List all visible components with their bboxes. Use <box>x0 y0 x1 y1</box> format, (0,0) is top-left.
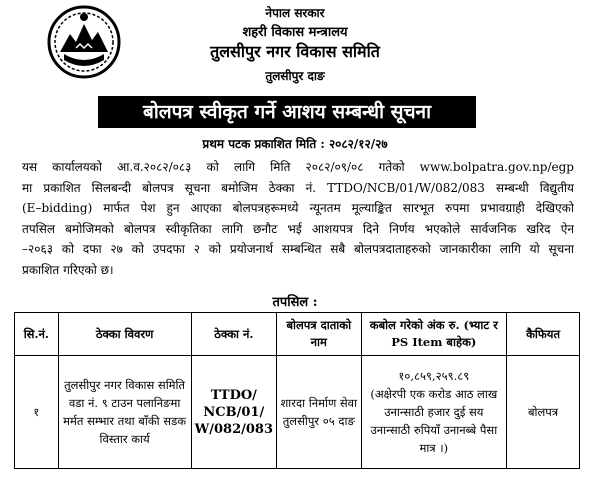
office-location: तुलसीपुर दाङ <box>265 69 325 83</box>
schedule-title: तपसिल : <box>272 295 318 310</box>
cell-remarks: बोलपत्र <box>507 356 580 469</box>
committee-name: तुलसीपुर नगर विकास समिति <box>210 42 380 61</box>
col-header-bidder: बोलपत्र दाताको नाम <box>277 313 362 356</box>
col-header-serial: सि.नं. <box>15 313 59 356</box>
award-table <box>14 312 580 469</box>
body-line: –२०६३ को दफा २७ को उपदफा २ को प्रयोजनार्थ सम्बन्धित सबै बोलपत्रदाताहरुको जानकारीका लागि यो सूचना <box>22 242 574 256</box>
cell-serial: १ <box>15 356 59 469</box>
amount-figure: १०,८५९,२५९.८९ <box>398 369 470 383</box>
government-name: नेपाल सरकार <box>265 6 325 20</box>
col-header-description: ठेक्का विवरण <box>58 313 191 356</box>
table-header-row <box>15 313 580 356</box>
body-line: मा प्रकाशित सिलबन्दी बोलपत्र सूचना बमोजिम ठेक्का नं. TTDO/NCB/01/W/082/083 सम्बन्धी विद्युतीय <box>22 180 574 195</box>
notice-body <box>22 157 574 280</box>
col-header-contract-no: ठेक्का नं. <box>191 313 276 356</box>
body-line: यस कार्यालयको आ.व.२०८२/०८३ को लागि मिति २०८२/०९/०८ गतेको www.bolpatra.gov.np/egp <box>22 160 574 174</box>
col-header-remarks: कैफियत <box>507 313 580 356</box>
cell-contract-no: TTDO/ NCB/01/ W/082/083 <box>191 356 276 469</box>
publication-date: प्रथम पटक प्रकाशित मिति : २०८२/१२/२७ <box>202 137 388 151</box>
body-line: (E–bidding) मार्फत पेश हुन आएका बोलपत्रहरूमध्ये न्यूनतम मूल्याङ्कित सारभूत रुपमा प्रभावग्राही देखिएको <box>22 201 574 215</box>
col-header-amount: कबोल गरेको अंक रु. (भ्याट र PS Item बाहेक) <box>361 313 507 356</box>
notice-title: बोलपत्र स्वीकृत गर्ने आशय सम्बन्धी सूचना <box>98 96 476 128</box>
body-line: तपसिल बमोजिमको बोलपत्र स्वीकृतिका लागि छनौट भई आशयपत्र दिने निर्णय भएकोले सार्वजनिक खरिद ऐन <box>22 221 574 236</box>
cell-description: तुलसीपुर नगर विकास समिति वडा नं. ९ टाउन पलानिङमा मर्मत सम्भार तथा बाँकी सडक विस्तार कार्य <box>58 356 191 469</box>
ministry-name: शहरी विकास मन्त्रालय <box>242 25 348 40</box>
cell-amount <box>361 356 507 469</box>
table-row <box>15 356 580 469</box>
amount-in-words: (अक्षेरपी एक करोड आठ लाख उनान्साठी हजार दुई सय उनान्साठी रुपियाँ उनानब्बे पैसा मात्र ।) <box>370 387 498 455</box>
body-line: प्रकाशित गरिएको छ। <box>22 262 114 277</box>
cell-bidder: शारदा निर्माण सेवा तुलसीपुर ०५ दाङ <box>277 356 362 469</box>
